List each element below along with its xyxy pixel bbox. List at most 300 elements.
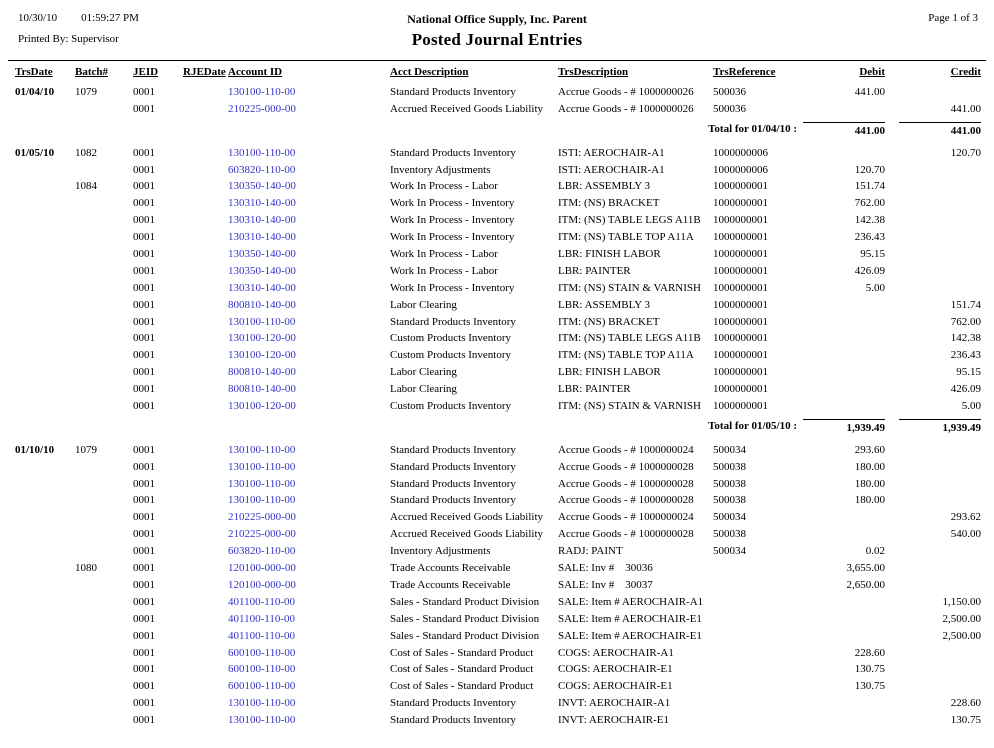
- cell-trs_desc: SALE: Item # AEROCHAIR-E1: [558, 612, 702, 625]
- cell-date: [15, 247, 75, 264]
- cell-date: [15, 713, 75, 730]
- table-row: [15, 230, 981, 247]
- cell-jeid: 0001: [133, 281, 155, 294]
- cell-rjedate: [183, 527, 228, 544]
- cell-acct_desc: Custom Products Inventory: [390, 349, 511, 362]
- cell-rjedate: [183, 230, 228, 247]
- cell-trs_ref: [713, 679, 803, 696]
- cell-batch: [75, 493, 133, 510]
- cell-date: [15, 315, 75, 332]
- cell-batch: [75, 713, 133, 730]
- account-id-link[interactable]: 130310-140-00: [228, 197, 296, 210]
- cell-batch: [75, 399, 133, 416]
- account-id-link[interactable]: 130350-140-00: [228, 264, 296, 277]
- cell-credit: 130.75: [950, 714, 981, 727]
- table-body: [15, 85, 981, 730]
- cell-trs_desc: Accrue Goods - # 1000000024: [558, 443, 694, 456]
- section-total-row: [15, 122, 981, 139]
- cell-trs_ref: 1000000006: [713, 146, 768, 159]
- cell-batch: [75, 527, 133, 544]
- cell-acct_desc: Work In Process - Labor: [390, 264, 498, 277]
- cell-trs_desc: Accrue Goods - # 1000000028: [558, 528, 694, 541]
- cell-acct_desc: Sales - Standard Product Division: [390, 629, 540, 642]
- cell-jeid: 0001: [133, 86, 155, 98]
- cell-credit: [885, 493, 981, 510]
- account-id-link[interactable]: 130100-110-00: [228, 443, 296, 456]
- cell-acct_desc: Standard Products Inventory: [390, 86, 516, 98]
- cell-jeid: 0001: [133, 349, 155, 362]
- cell-acct_desc: Trade Accounts Receivable: [390, 578, 511, 591]
- cell-credit: [885, 281, 981, 298]
- cell-debit: [803, 595, 885, 612]
- cell-debit: 236.43: [854, 231, 885, 244]
- cell-trs_desc: Accrue Goods - # 1000000028: [558, 494, 694, 507]
- cell-date: [15, 382, 75, 399]
- cell-jeid: 0001: [133, 298, 155, 311]
- table-row: [15, 315, 981, 332]
- cell-trs_desc: LBR: FINISH LABOR: [558, 248, 661, 261]
- account-id-link[interactable]: 120100-000-00: [228, 562, 296, 575]
- cell-date: [15, 561, 75, 578]
- cell-acct_desc: Accrued Received Goods Liability: [390, 102, 544, 115]
- cell-batch: [75, 646, 133, 663]
- cell-rjedate: [183, 612, 228, 629]
- account-id-link[interactable]: 401100-110-00: [228, 612, 296, 625]
- cell-acct_desc: Labor Clearing: [390, 298, 457, 311]
- column-header-label: Batch#: [75, 66, 108, 78]
- cell-acct_desc: Inventory Adjustments: [390, 545, 491, 558]
- cell-jeid: 0001: [133, 163, 155, 176]
- cell-trs_desc: ITM: (NS) TABLE TOP A11A: [558, 231, 694, 244]
- cell-jeid: 0001: [133, 197, 155, 210]
- cell-credit: [885, 544, 981, 561]
- cell-batch: [75, 544, 133, 561]
- table-row: [15, 477, 981, 494]
- cell-debit: 0.02: [865, 545, 885, 558]
- cell-trs_desc: ITM: (NS) BRACKET: [558, 315, 660, 328]
- cell-credit: 2,500.00: [942, 629, 981, 642]
- cell-date: 01/10/10: [15, 443, 55, 456]
- cell-trs_ref: [713, 696, 803, 713]
- account-id-link[interactable]: 130100-110-00: [228, 494, 296, 507]
- cell-jeid: 0001: [133, 697, 155, 710]
- account-id-link[interactable]: 600100-110-00: [228, 663, 296, 676]
- cell-trs_ref: [713, 662, 803, 679]
- cell-debit: 426.09: [854, 264, 885, 277]
- cell-credit: 228.60: [950, 697, 981, 710]
- table-row: [15, 493, 981, 510]
- cell-acct_desc: Custom Products Inventory: [390, 332, 511, 345]
- cell-trs_desc: RADJ: PAINT: [558, 545, 623, 558]
- cell-trs_ref: 1000000001: [713, 400, 768, 413]
- cell-rjedate: [183, 493, 228, 510]
- cell-acct_desc: Inventory Adjustments: [390, 163, 491, 176]
- cell-date: 01/04/10: [15, 86, 55, 98]
- cell-trs_ref: [713, 629, 803, 646]
- cell-acct_desc: Standard Products Inventory: [390, 443, 516, 456]
- cell-trs_desc: ITM: (NS) TABLE TOP A11A: [558, 349, 694, 362]
- print-time: 01:59:27 PM: [81, 12, 139, 24]
- table-row: [15, 163, 981, 180]
- column-header-trs_ref: [713, 66, 803, 78]
- cell-date: [15, 179, 75, 196]
- cell-trs_desc: COGS: AEROCHAIR-E1: [558, 663, 673, 676]
- cell-credit: 236.43: [950, 349, 981, 362]
- cell-jeid: 0001: [133, 477, 155, 490]
- cell-trs_desc: SALE: Inv # 30037: [558, 578, 653, 591]
- cell-jeid: 0001: [133, 248, 155, 261]
- cell-acct_desc: Accrued Received Goods Liability: [390, 528, 544, 541]
- cell-batch: [75, 102, 133, 119]
- cell-acct_desc: Custom Products Inventory: [390, 400, 511, 413]
- cell-acct_desc: Standard Products Inventory: [390, 146, 516, 159]
- cell-trs_ref: 1000000001: [713, 298, 768, 311]
- total-credit: 1,939.49: [899, 419, 981, 436]
- cell-date: [15, 331, 75, 348]
- cell-credit: [885, 85, 981, 102]
- cell-trs_ref: 500036: [713, 102, 746, 115]
- cell-rjedate: [183, 713, 228, 730]
- cell-debit: 2,650.00: [846, 578, 885, 591]
- cell-rjedate: [183, 578, 228, 595]
- cell-trs_ref: 1000000001: [713, 214, 768, 227]
- cell-debit: [803, 146, 885, 163]
- cell-batch: [75, 315, 133, 332]
- cell-jeid: 0001: [133, 400, 155, 413]
- cell-batch: [75, 696, 133, 713]
- cell-trs_ref: 500034: [713, 545, 746, 558]
- cell-credit: [885, 578, 981, 595]
- cell-trs_desc: INVT: AEROCHAIR-A1: [558, 697, 671, 710]
- cell-jeid: 0001: [133, 102, 155, 115]
- cell-rjedate: [183, 399, 228, 416]
- cell-jeid: 0001: [133, 332, 155, 345]
- company-name: National Office Supply, Inc. Parent: [407, 12, 587, 26]
- section-total-row: [15, 419, 981, 436]
- cell-trs_ref: 1000000001: [713, 264, 768, 277]
- column-header-jeid: [133, 66, 183, 78]
- table-row: [15, 196, 981, 213]
- cell-rjedate: [183, 264, 228, 281]
- cell-trs_desc: Accrue Goods - # 1000000026: [558, 86, 694, 98]
- cell-trs_ref: 1000000001: [713, 231, 768, 244]
- cell-date: [15, 612, 75, 629]
- cell-trs_ref: 500038: [713, 528, 746, 541]
- cell-acct_desc: Work In Process - Inventory: [390, 231, 515, 244]
- cell-batch: [75, 247, 133, 264]
- column-header-label: Credit: [950, 66, 981, 78]
- account-id-link[interactable]: 130100-110-00: [228, 315, 296, 328]
- cell-jeid: 0001: [133, 595, 155, 608]
- cell-trs_ref: 1000000001: [713, 248, 768, 261]
- cell-acct_desc: Cost of Sales - Standard Product: [390, 680, 534, 693]
- cell-jeid: 0001: [133, 264, 155, 277]
- total-gap: [885, 419, 899, 436]
- cell-date: [15, 510, 75, 527]
- total-debit: 441.00: [803, 122, 885, 139]
- cell-trs_ref: 1000000001: [713, 281, 768, 294]
- account-id-link[interactable]: 130350-140-00: [228, 180, 296, 193]
- header-rule: [8, 60, 986, 61]
- cell-acct_desc: Cost of Sales - Standard Product: [390, 646, 534, 659]
- cell-trs_desc: LBR: PAINTER: [558, 264, 631, 277]
- account-id-link[interactable]: 130100-110-00: [228, 477, 296, 490]
- account-id-link[interactable]: 210225-000-00: [228, 102, 296, 115]
- table-row: [15, 612, 981, 629]
- table-row: [15, 247, 981, 264]
- total-credit: 441.00: [899, 122, 981, 139]
- account-id-link[interactable]: 130100-120-00: [228, 400, 296, 413]
- account-id-link[interactable]: 603820-110-00: [228, 545, 296, 558]
- cell-date: [15, 213, 75, 230]
- cell-batch: 1079: [75, 443, 97, 456]
- column-header-debit: [803, 66, 885, 78]
- cell-acct_desc: Trade Accounts Receivable: [390, 562, 511, 575]
- cell-rjedate: [183, 382, 228, 399]
- account-id-link[interactable]: 130100-110-00: [228, 86, 296, 98]
- cell-trs_ref: 1000000006: [713, 163, 768, 176]
- table-row: [15, 213, 981, 230]
- column-header-rjedate: [183, 66, 228, 78]
- cell-batch: [75, 510, 133, 527]
- cell-trs_desc: Accrue Goods - # 1000000028: [558, 477, 694, 490]
- print-date: 10/30/10: [18, 12, 58, 24]
- cell-date: [15, 629, 75, 646]
- cell-rjedate: [183, 365, 228, 382]
- cell-batch: [75, 612, 133, 629]
- cell-batch: [75, 679, 133, 696]
- cell-date: [15, 230, 75, 247]
- cell-batch: 1084: [75, 180, 97, 193]
- cell-trs_ref: [713, 646, 803, 663]
- cell-credit: 95.15: [956, 366, 981, 379]
- cell-trs_ref: [713, 561, 803, 578]
- cell-date: [15, 298, 75, 315]
- account-id-link[interactable]: 120100-000-00: [228, 578, 296, 591]
- cell-debit: 293.60: [854, 443, 885, 456]
- cell-credit: [885, 646, 981, 663]
- cell-date: [15, 196, 75, 213]
- cell-trs_desc: LBR: FINISH LABOR: [558, 366, 661, 379]
- cell-debit: [803, 331, 885, 348]
- column-header-acct_desc: [390, 66, 558, 78]
- cell-date: [15, 460, 75, 477]
- cell-rjedate: [183, 298, 228, 315]
- cell-batch: 1082: [75, 146, 97, 159]
- cell-rjedate: [183, 662, 228, 679]
- cell-rjedate: [183, 477, 228, 494]
- table-row: [15, 85, 981, 102]
- cell-jeid: 0001: [133, 612, 155, 625]
- cell-debit: 180.00: [854, 460, 885, 473]
- cell-credit: 142.38: [950, 332, 981, 345]
- cell-acct_desc: Standard Products Inventory: [390, 697, 516, 710]
- cell-jeid: 0001: [133, 511, 155, 524]
- cell-acct_desc: Work In Process - Labor: [390, 248, 498, 261]
- cell-date: [15, 679, 75, 696]
- cell-date: [15, 477, 75, 494]
- account-id-link[interactable]: 130100-110-00: [228, 460, 296, 473]
- cell-trs_desc: SALE: Item # AEROCHAIR-A1: [558, 595, 704, 608]
- cell-rjedate: [183, 443, 228, 460]
- cell-trs_desc: Accrue Goods - # 1000000024: [558, 511, 694, 524]
- cell-date: [15, 399, 75, 416]
- cell-debit: [803, 527, 885, 544]
- cell-credit: [885, 679, 981, 696]
- cell-rjedate: [183, 196, 228, 213]
- cell-credit: [885, 179, 981, 196]
- cell-trs_desc: ITM: (NS) BRACKET: [558, 197, 660, 210]
- cell-acct_desc: Work In Process - Labor: [390, 180, 498, 193]
- table-row: [15, 696, 981, 713]
- cell-debit: [803, 713, 885, 730]
- table-row: [15, 264, 981, 281]
- cell-date: [15, 163, 75, 180]
- account-id-link[interactable]: 800810-140-00: [228, 298, 296, 311]
- cell-trs_desc: COGS: AEROCHAIR-E1: [558, 680, 673, 693]
- column-header-label: Acct Description: [390, 66, 469, 78]
- cell-rjedate: [183, 102, 228, 119]
- cell-date: [15, 102, 75, 119]
- account-id-link[interactable]: 130310-140-00: [228, 214, 296, 227]
- cell-jeid: 0001: [133, 214, 155, 227]
- cell-credit: 762.00: [950, 315, 981, 328]
- account-id-link[interactable]: 130100-120-00: [228, 332, 296, 345]
- account-id-link[interactable]: 401100-110-00: [228, 595, 296, 608]
- column-header-label: Account ID: [228, 66, 283, 78]
- cell-acct_desc: Work In Process - Inventory: [390, 197, 515, 210]
- cell-debit: 180.00: [854, 494, 885, 507]
- cell-batch: 1080: [75, 562, 97, 575]
- cell-trs_ref: 1000000001: [713, 197, 768, 210]
- cell-credit: [885, 163, 981, 180]
- cell-batch: [75, 196, 133, 213]
- table-row: [15, 679, 981, 696]
- cell-date: [15, 281, 75, 298]
- account-id-link[interactable]: 130350-140-00: [228, 248, 296, 261]
- table-row: [15, 527, 981, 544]
- cell-rjedate: [183, 315, 228, 332]
- cell-debit: [803, 612, 885, 629]
- cell-batch: [75, 163, 133, 180]
- cell-credit: 2,500.00: [942, 612, 981, 625]
- account-id-link[interactable]: 130100-110-00: [228, 714, 296, 727]
- table-row: [15, 146, 981, 163]
- cell-batch: [75, 578, 133, 595]
- cell-credit: [885, 264, 981, 281]
- account-id-link[interactable]: 210225-000-00: [228, 528, 296, 541]
- cell-date: [15, 696, 75, 713]
- cell-jeid: 0001: [133, 680, 155, 693]
- table-row: [15, 382, 981, 399]
- cell-rjedate: [183, 331, 228, 348]
- cell-credit: [885, 662, 981, 679]
- cell-jeid: 0001: [133, 646, 155, 659]
- cell-debit: [803, 399, 885, 416]
- account-id-link[interactable]: 800810-140-00: [228, 366, 296, 379]
- account-id-link[interactable]: 130100-110-00: [228, 697, 296, 710]
- cell-trs_desc: LBR: PAINTER: [558, 383, 631, 396]
- account-id-link[interactable]: 600100-110-00: [228, 646, 296, 659]
- column-header-account: [228, 66, 390, 78]
- cell-trs_ref: 1000000001: [713, 332, 768, 345]
- cell-trs_ref: 1000000001: [713, 383, 768, 396]
- account-id-link[interactable]: 800810-140-00: [228, 383, 296, 396]
- cell-trs_ref: 1000000001: [713, 180, 768, 193]
- column-header-label: TrsDate: [15, 66, 53, 78]
- column-header-credit: [885, 66, 981, 78]
- cell-trs_ref: 500038: [713, 460, 746, 473]
- cell-credit: [885, 460, 981, 477]
- cell-debit: [803, 298, 885, 315]
- cell-trs_desc: LBR: ASSEMBLY 3: [558, 180, 651, 193]
- total-gap: [885, 122, 899, 139]
- cell-trs_ref: [713, 595, 803, 612]
- cell-jeid: 0001: [133, 460, 155, 473]
- cell-jeid: 0001: [133, 714, 155, 727]
- cell-debit: [803, 348, 885, 365]
- cell-trs_ref: [713, 578, 803, 595]
- account-id-link[interactable]: 130100-110-00: [228, 146, 296, 159]
- cell-acct_desc: Standard Products Inventory: [390, 494, 516, 507]
- account-id-link[interactable]: 130310-140-00: [228, 281, 296, 294]
- account-id-link[interactable]: 401100-110-00: [228, 629, 296, 642]
- account-id-link[interactable]: 603820-110-00: [228, 163, 296, 176]
- cell-debit: [803, 365, 885, 382]
- cell-jeid: 0001: [133, 545, 155, 558]
- cell-acct_desc: Standard Products Inventory: [390, 315, 516, 328]
- cell-credit: [885, 561, 981, 578]
- account-id-link[interactable]: 210225-000-00: [228, 511, 296, 524]
- table-row: [15, 646, 981, 663]
- cell-batch: [75, 230, 133, 247]
- cell-debit: 228.60: [854, 646, 885, 659]
- cell-trs_ref: 500036: [713, 86, 746, 98]
- cell-acct_desc: Standard Products Inventory: [390, 460, 516, 473]
- table-row: [15, 281, 981, 298]
- cell-debit: 95.15: [860, 248, 885, 261]
- account-id-link[interactable]: 130310-140-00: [228, 231, 296, 244]
- cell-debit: 130.75: [854, 663, 885, 676]
- cell-debit: [803, 696, 885, 713]
- cell-acct_desc: Work In Process - Inventory: [390, 214, 515, 227]
- column-header-batch: [75, 66, 133, 78]
- cell-debit: [803, 102, 885, 119]
- cell-batch: [75, 477, 133, 494]
- cell-batch: [75, 629, 133, 646]
- cell-debit: 142.38: [854, 214, 885, 227]
- cell-trs_ref: 1000000001: [713, 366, 768, 379]
- cell-acct_desc: Labor Clearing: [390, 366, 457, 379]
- cell-trs_ref: 500038: [713, 494, 746, 507]
- cell-debit: 130.75: [854, 680, 885, 693]
- table-row: [15, 713, 981, 730]
- column-header-date: [15, 66, 75, 78]
- cell-debit: [803, 629, 885, 646]
- cell-batch: [75, 281, 133, 298]
- cell-rjedate: [183, 146, 228, 163]
- cell-jeid: 0001: [133, 663, 155, 676]
- cell-date: [15, 646, 75, 663]
- account-id-link[interactable]: 130100-120-00: [228, 349, 296, 362]
- cell-credit: [885, 477, 981, 494]
- account-id-link[interactable]: 600100-110-00: [228, 680, 296, 693]
- column-header-label: RJEDate: [183, 66, 226, 78]
- cell-credit: 1,150.00: [942, 595, 981, 608]
- cell-debit: 762.00: [854, 197, 885, 210]
- cell-trs_desc: ITM: (NS) TABLE LEGS A11B: [558, 332, 701, 345]
- cell-credit: [885, 196, 981, 213]
